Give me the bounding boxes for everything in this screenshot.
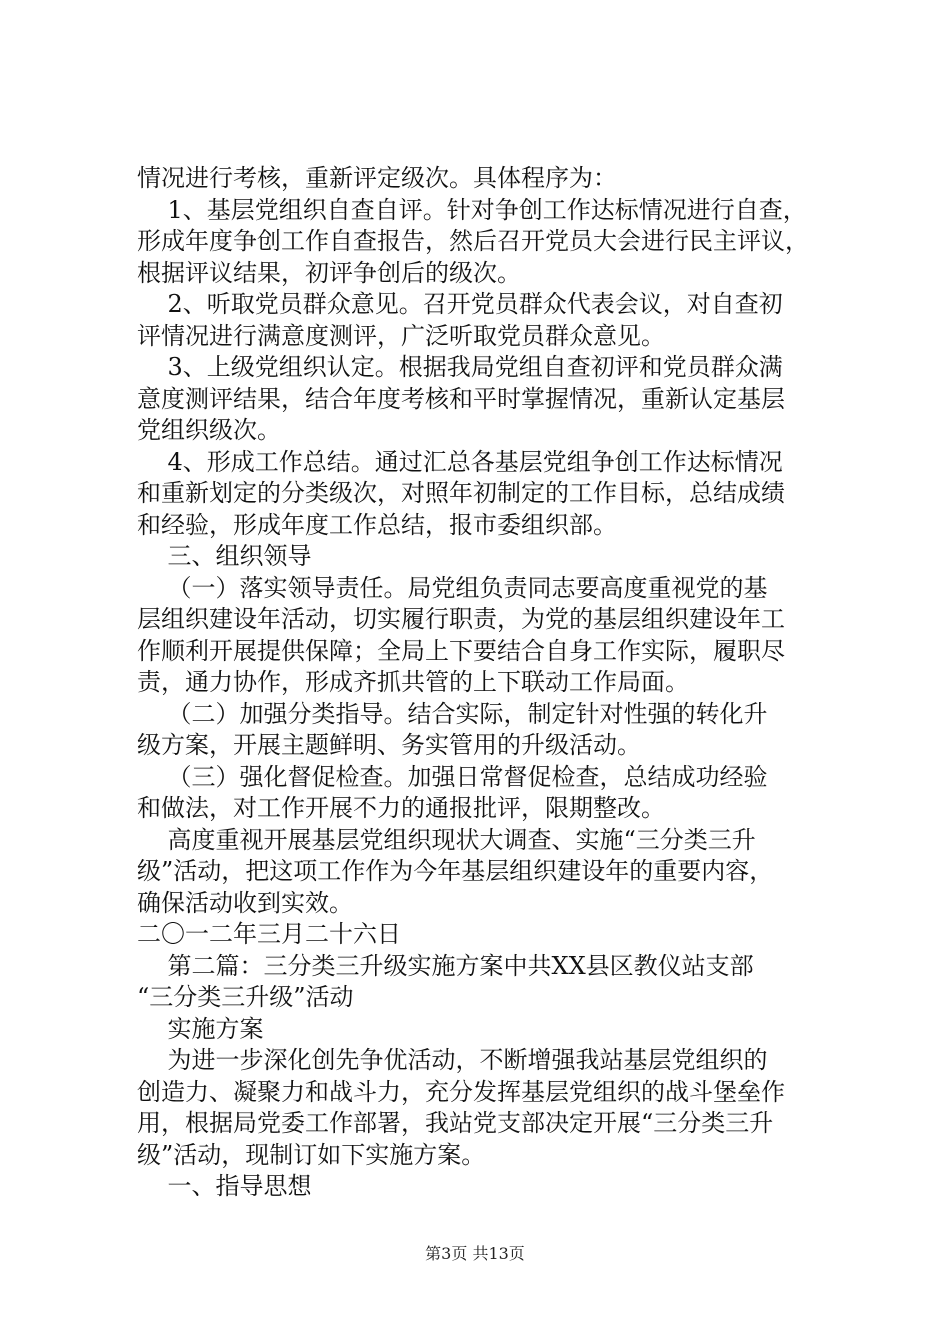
- text-line: 高度重视开展基层党组织现状大调查、实施“三分类三升: [137, 825, 756, 854]
- text-line: 和经验，形成年度工作总结，报市委组织部。: [137, 510, 617, 539]
- text-line: 确保活动收到实效。: [137, 888, 353, 917]
- text-line: 二〇一二年三月二十六日: [137, 920, 401, 948]
- text-line: 责，通力协作，形成齐抓共管的上下联动工作局面。: [137, 668, 689, 696]
- text-line: 三、组织领导: [137, 542, 312, 570]
- text-line: 层组织建设年活动，切实履行职责，为党的基层组织建设年工: [137, 605, 785, 633]
- page-footer: 第3页 共13页: [425, 1244, 525, 1263]
- text-line: 情况进行考核，重新评定级次。具体程序为：: [137, 164, 617, 192]
- text-line: 作顺利开展提供保障；全局上下要结合自身工作实际，履职尽: [137, 636, 785, 665]
- text-line: 2、听取党员群众意见。召开党员群众代表会议，对自查初: [137, 290, 783, 318]
- text-line: 级方案，开展主题鲜明、务实管用的升级活动。: [137, 731, 641, 759]
- text-line: （三）强化督促检查。加强日常督促检查，总结成功经验: [137, 762, 768, 791]
- text-line: 形成年度争创工作自查报告，然后召开党员大会进行民主评议，: [137, 227, 809, 255]
- text-line: 4、形成工作总结。通过汇总各基层党组争创工作达标情况: [137, 447, 783, 476]
- text-line: 一、指导思想: [137, 1172, 312, 1200]
- text-line: 1、基层党组织自查自评。针对争创工作达标情况进行自查，: [137, 195, 807, 224]
- document-body: [137, 163, 837, 1203]
- text-line: 意度测评结果，结合年度考核和平时掌握情况，重新认定基层: [137, 384, 785, 413]
- text-line: 用，根据局党委工作部署，我站党支部决定开展“三分类三升: [137, 1109, 774, 1137]
- text-line: 和做法，对工作开展不力的通报批评，限期整改。: [137, 794, 665, 822]
- text-line: 第二篇：三分类三升级实施方案中共XX县区教仪站支部: [137, 951, 754, 980]
- text-line: 级”活动，把这项工作作为今年基层组织建设年的重要内容，: [137, 857, 774, 885]
- text-line: 根据评议结果，初评争创后的级次。: [137, 258, 521, 287]
- text-line: “三分类三升级”活动: [137, 983, 354, 1011]
- text-line: 和重新划定的分类级次，对照年初制定的工作目标，总结成绩: [137, 479, 785, 507]
- text-line: 党组织级次。: [137, 416, 281, 444]
- text-line: 评情况进行满意度测评，广泛听取党员群众意见。: [137, 321, 665, 350]
- text-line: 级”活动，现制订如下实施方案。: [137, 1140, 486, 1169]
- text-line: （二）加强分类指导。结合实际，制定针对性强的转化升: [137, 699, 768, 728]
- text-line: 创造力、凝聚力和战斗力，充分发挥基层党组织的战斗堡垒作: [137, 1077, 785, 1106]
- text-line: （一）落实领导责任。局党组负责同志要高度重视党的基: [137, 573, 768, 602]
- text-line: 为进一步深化创先争优活动，不断增强我站基层党组织的: [137, 1046, 768, 1074]
- text-line: 3、上级党组织认定。根据我局党组自查初评和党员群众满: [137, 353, 783, 381]
- text-line: 实施方案: [137, 1014, 264, 1043]
